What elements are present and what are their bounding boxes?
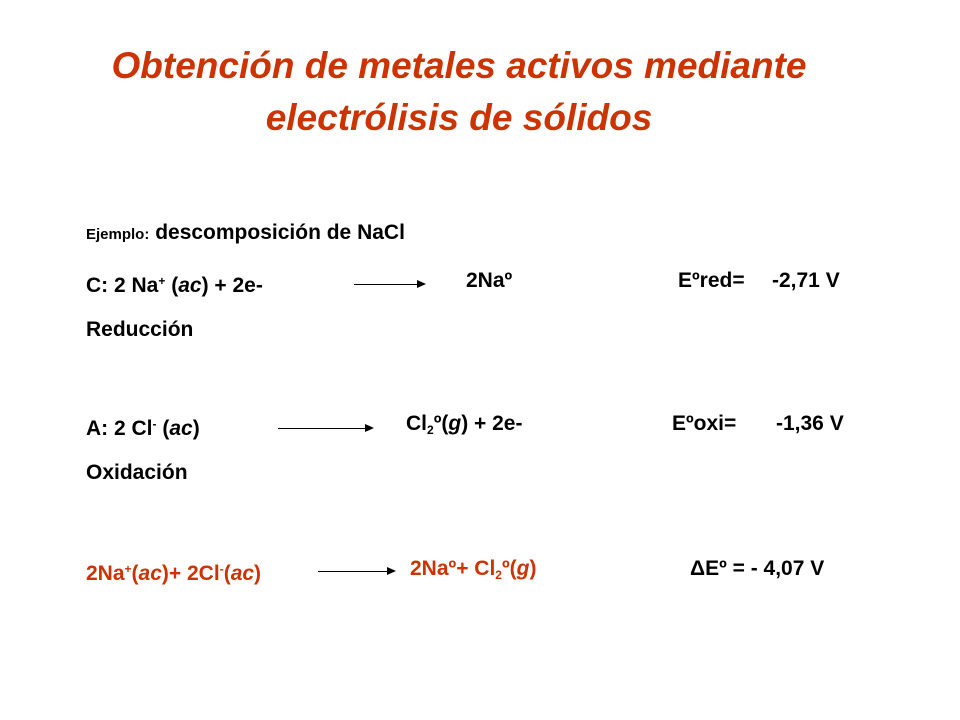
anode-potential-label: Eºoxi= [672,412,737,435]
cathode-arrow [354,284,424,285]
cathode-potential-value: -2,71 V [772,269,840,292]
example-line [86,220,405,248]
cathode-product: 2Naº [466,269,513,292]
anode-reactants [86,411,200,442]
overall-arrow [318,571,394,572]
title-line-2: electrólisis de sólidos [265,97,653,138]
title-line-1: Obtención de metales activos mediante [111,45,807,86]
cathode-reactant-tail: (ac) + 2e- [165,274,263,297]
overall-product-post: º(g) [501,557,537,580]
overall-r3: (ac) [223,562,262,585]
overall-potential: ΔEº = - 4,07 V [690,557,825,580]
slide-title [0,40,918,144]
overall-c2: - [219,562,224,576]
cathode-charge: + [158,274,166,288]
anode-potential-value: -1,36 V [776,412,844,435]
example-text: descomposición de NaCl [155,221,405,244]
cathode-reactants [86,268,263,299]
cathode-prefix: C: 2 Na [86,274,159,297]
cathode-potential-label: Eºred= [678,269,745,292]
anode-reactant-tail: (ac) [156,417,200,440]
example-label: Ejemplo: [86,226,150,243]
overall-r2: (ac)+ 2Cl [131,562,220,585]
overall-product-pre: 2Naº+ Cl [410,557,496,580]
anode-product [406,411,522,443]
anode-process: Oxidación [86,461,188,484]
overall-c1: + [124,562,132,576]
anode-prefix: A: 2 Cl [86,417,153,440]
anode-product-post: º(g) + 2e- [433,412,523,435]
overall-product-sub: 2 [495,568,502,582]
anode-product-pre: Cl [406,412,427,435]
cathode-process: Reducción [86,318,194,341]
overall-r1: 2Na [86,562,125,585]
overall-product [410,556,536,588]
anode-charge: - [152,417,157,431]
anode-arrow [278,428,372,429]
overall-reactants [86,556,261,587]
anode-product-sub: 2 [427,423,434,437]
